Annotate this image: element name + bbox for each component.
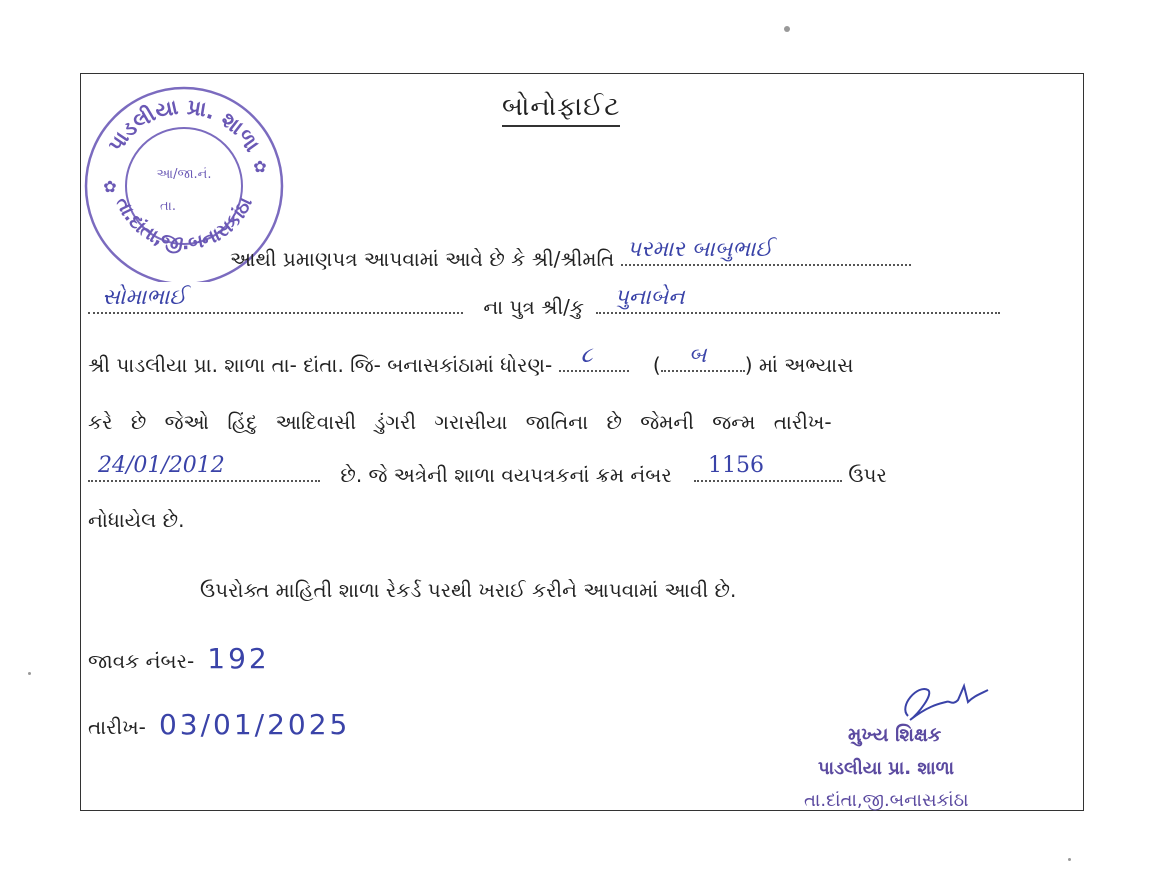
outward-number-value: 192: [207, 642, 270, 675]
grandfather-name-field: [88, 285, 463, 314]
flower-icon: ✿: [253, 157, 267, 176]
outward-number-row: [88, 642, 270, 675]
birth-date: 24/01/2012: [98, 453, 225, 478]
svg-text:પાડલીયા પ્રા. શાળા: [103, 95, 264, 156]
verification-statement: ઉપરોક્ત માહિતી શાળા રેકર્ડ પરથી ખરાઈ કરીને આપવામાં આવી છે.: [200, 578, 737, 602]
parent-name-field: [621, 237, 911, 266]
head-teacher-title: મુખ્ય શિક્ષક: [848, 724, 942, 746]
register-number-field: [694, 453, 842, 482]
certificate-title: બોનોફાઈટ: [502, 92, 620, 127]
standard-value: ૮: [580, 343, 593, 368]
birth-date-field: [88, 453, 320, 482]
studying-text: ) માં અભ્યાસ: [744, 353, 854, 377]
body-line-6: [88, 502, 1074, 538]
child-name: પુનાબેન: [614, 285, 685, 310]
scan-speck: [28, 672, 31, 675]
body-line-1: [88, 237, 1074, 276]
intro-text: આથી પ્રમાણપત્ર આપવામાં આવે છે કે શ્રી/શ્રીમતિ: [230, 247, 615, 271]
signature-school-name: પાડલીયા પ્રા. શાળા: [818, 758, 955, 779]
body-line-5: [88, 453, 1074, 492]
issue-date-value: 03/01/2025: [158, 708, 351, 741]
body-line-2: [88, 285, 1074, 324]
registered-text: નોધાયેલ છે.: [88, 508, 185, 532]
stamp-inner-ref: આ/જા.નં.: [156, 167, 212, 182]
upon-text: ઉપર: [848, 463, 887, 487]
parent-name: પરમાર બાબુભાઈ: [626, 237, 773, 262]
body-line-3: શ્રી પાડલીયા પ્રા. શાળા તા- દાંતા. જિ- બનાસકાંઠામાં ધોરણ- ૮ ( બ ) માં અભ્યાસ: [88, 343, 854, 377]
issue-date-label: તારીખ-: [88, 715, 146, 739]
outward-number-label: જાવક નંબર-: [88, 649, 195, 673]
signature-scribble: [888, 676, 1008, 726]
caste-text: કરે છે જેઓ હિંદુ આદિવાસી ડુંગરી ગરાસીયા જાતિના છે જેમની જન્મ તારીખ-: [88, 410, 832, 434]
son-of-text: ના પુત્ર શ્રી/કુ: [483, 295, 585, 319]
signature-block: [796, 676, 1056, 811]
register-number: 1156: [708, 453, 765, 478]
register-text: છે. જે અત્રેની શાળા વયપત્રકનાં ક્રમ નંબર: [340, 463, 672, 487]
child-name-field: [596, 285, 1000, 314]
grandfather-name: સોમાભાઈ: [102, 285, 187, 310]
stamp-top-text: પાડલીયા પ્રા. શાળા: [103, 94, 265, 157]
body-line-4: [88, 404, 1074, 440]
school-text: શ્રી પાડલીયા પ્રા. શાળા તા- દાંતા. જિ- બનાસકાંઠામાં ધોરણ-: [88, 353, 553, 377]
flower-icon: ✿: [103, 177, 117, 196]
division-value: બ: [688, 343, 707, 368]
stamp-inner-date: તા.: [160, 199, 176, 214]
standard-field: [559, 343, 629, 372]
scan-speck: [784, 26, 790, 32]
stamp-bottom-text: તા.દાંતા,જી.બનાસકાંઠા: [111, 193, 257, 255]
issue-date-row: [88, 708, 350, 741]
scan-speck: [1068, 858, 1071, 861]
signature-address: તા.દાંતા,જી.બનાસકાંઠા: [804, 790, 969, 811]
division-field: [661, 343, 745, 372]
